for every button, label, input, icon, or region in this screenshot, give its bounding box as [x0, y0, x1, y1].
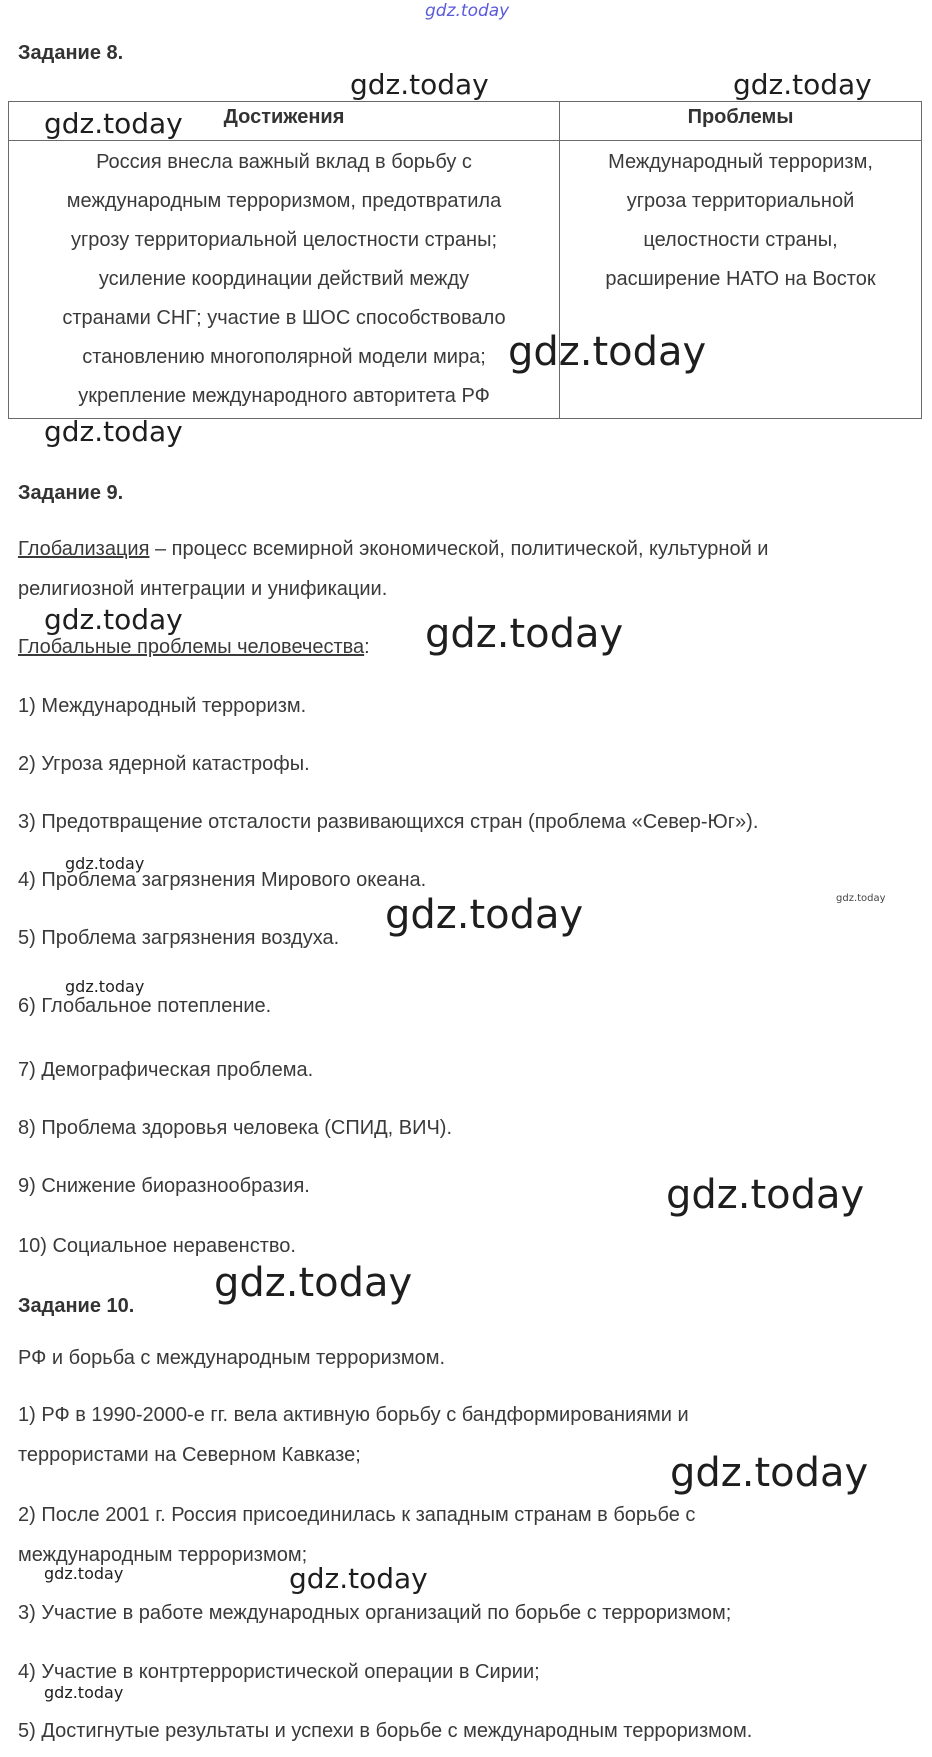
- watermark-text: gdz.today: [836, 893, 886, 904]
- achievements-problems-table: [8, 101, 922, 419]
- watermark-text: gdz.today: [350, 68, 489, 101]
- table-row: [9, 141, 922, 419]
- watermark-text: gdz.today: [44, 603, 183, 636]
- watermark-text: gdz.today: [666, 1172, 865, 1218]
- task10-intro: РФ и борьба с международным терроризмом.: [18, 1347, 446, 1369]
- watermark-text: gdz.today: [425, 1, 510, 21]
- watermark-text: gdz.today: [44, 107, 183, 140]
- achievements-cell: [9, 141, 560, 419]
- watermark-text: gdz.today: [670, 1450, 869, 1496]
- list-item: 8) Проблема здоровья человека (СПИД, ВИЧ).: [18, 1117, 453, 1139]
- cell-line: целостности страны,: [643, 229, 838, 251]
- list-item: 7) Демографическая проблема.: [18, 1059, 314, 1081]
- column-header-problems: Проблемы: [560, 102, 922, 141]
- global-problems-colon: :: [364, 636, 370, 658]
- cell-line: угрозу территориальной целостности страны;: [70, 229, 498, 251]
- cell-line: угроза территориальной: [626, 190, 855, 212]
- watermark-text: gdz.today: [733, 68, 872, 101]
- cell-line: Международный терроризм,: [608, 151, 873, 173]
- watermark-text: gdz.today: [65, 854, 145, 873]
- cell-line: странами СНГ; участие в ШОС способствовало: [62, 307, 506, 329]
- list-item: 6) Глобальное потепление.: [18, 995, 272, 1017]
- global-problems-term: Глобальные проблемы человечества: [18, 636, 365, 658]
- list-item: 3) Участие в работе международных организаций по борьбе с терроризмом;: [18, 1602, 732, 1624]
- task8-heading: Задание 8.: [18, 42, 124, 64]
- task10-heading: Задание 10.: [18, 1295, 135, 1317]
- cell-line: расширение НАТО на Восток: [605, 268, 876, 290]
- definition-term: Глобализация: [18, 538, 150, 560]
- cell-line: Россия внесла важный вклад в борьбу с: [96, 151, 472, 173]
- watermark-text: gdz.today: [508, 329, 707, 375]
- watermark-text: gdz.today: [425, 611, 624, 657]
- cell-line: международным терроризмом, предотвратила: [66, 190, 502, 212]
- column-header-achievements: Достижения: [9, 102, 560, 141]
- list-item: 3) Предотвращение отсталости развивающихся стран (проблема «Север-Юг»).: [18, 811, 759, 833]
- definition-line-1: [18, 538, 768, 561]
- cell-line: усиление координации действий между: [98, 268, 470, 290]
- list-item: 9) Снижение биоразнообразия.: [18, 1175, 310, 1197]
- watermark-text: gdz.today: [289, 1562, 428, 1595]
- list-item: 2) После 2001 г. Россия присоединилась к западным странам в борьбе с: [18, 1504, 696, 1526]
- watermark-text: gdz.today: [44, 1683, 124, 1702]
- list-item: 5) Достигнутые результаты и успехи в борьбе с международным терроризмом.: [18, 1720, 753, 1742]
- list-item: 4) Участие в контртеррористической операции в Сирии;: [18, 1661, 540, 1683]
- definition-line-2: религиозной интеграции и унификации.: [18, 578, 388, 600]
- global-problems-title: [18, 636, 370, 659]
- task9-heading: Задание 9.: [18, 482, 124, 504]
- list-item: 5) Проблема загрязнения воздуха.: [18, 927, 340, 949]
- list-item: 10) Социальное неравенство.: [18, 1235, 296, 1257]
- list-item-continuation: международным терроризмом;: [18, 1544, 308, 1566]
- cell-line: укрепление международного авторитета РФ: [78, 385, 490, 407]
- cell-line: становлению многополярной модели мира;: [82, 346, 486, 368]
- watermark-text: gdz.today: [214, 1260, 413, 1306]
- list-item: 1) РФ в 1990-2000-е гг. вела активную борьбу с бандформированиями и: [18, 1404, 689, 1426]
- watermark-text: gdz.today: [44, 1564, 124, 1583]
- problems-cell: [560, 141, 922, 419]
- list-item: 4) Проблема загрязнения Мирового океана.: [18, 869, 427, 891]
- watermark-text: gdz.today: [385, 892, 584, 938]
- watermark-text: gdz.today: [65, 977, 145, 996]
- watermark-text: gdz.today: [44, 415, 183, 448]
- list-item-continuation: террористами на Северном Кавказе;: [18, 1444, 361, 1466]
- list-item: 1) Международный терроризм.: [18, 695, 307, 717]
- definition-text: – процесс всемирной экономической, политической, культурной и: [149, 538, 769, 560]
- list-item: 2) Угроза ядерной катастрофы.: [18, 753, 310, 775]
